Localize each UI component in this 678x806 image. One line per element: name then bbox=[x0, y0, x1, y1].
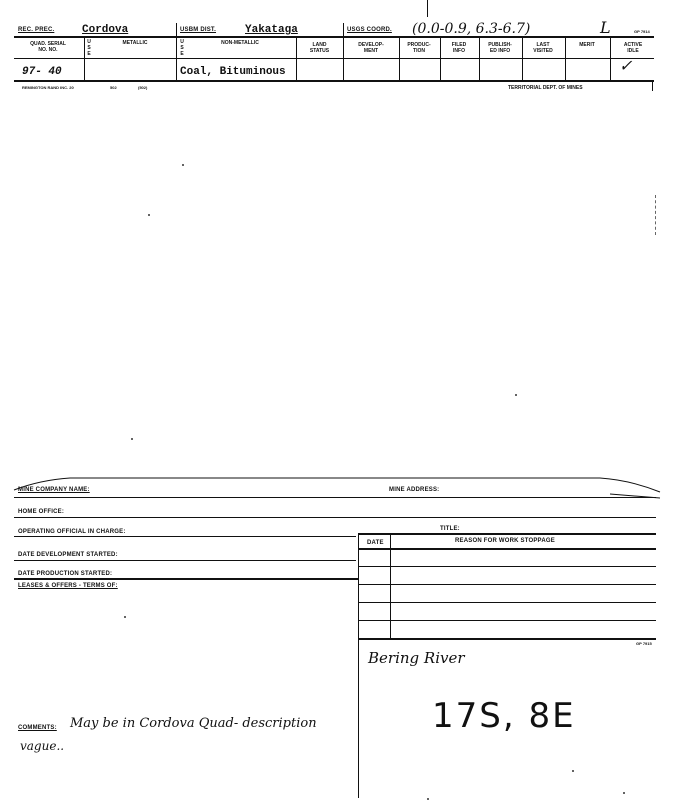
mine-company-label: MINE COMPANY NAME: bbox=[18, 487, 90, 493]
col-active-idle: ACTIVE IDLE bbox=[623, 42, 643, 54]
rule bbox=[14, 536, 356, 537]
rule bbox=[358, 566, 656, 567]
rule bbox=[358, 620, 656, 621]
col-use-metallic: U S E bbox=[87, 39, 91, 57]
divider bbox=[343, 23, 344, 81]
scan-speck bbox=[515, 394, 517, 396]
divider bbox=[176, 23, 177, 81]
rule bbox=[358, 602, 656, 603]
data-row-rule bbox=[14, 80, 654, 82]
column-header-rule bbox=[14, 58, 654, 59]
usgs-coord-value: (0.0-0.9, 6.3-6.7) bbox=[412, 21, 531, 37]
col-development: DEVELOP- MENT bbox=[358, 42, 384, 54]
form-number-bottom: GP 7915 bbox=[636, 641, 652, 646]
scan-speck bbox=[131, 438, 133, 440]
rule bbox=[358, 533, 656, 535]
active-idle-check-mark: ✓ bbox=[619, 56, 633, 75]
date-col-label: DATE bbox=[367, 540, 384, 546]
col-metallic: METALLIC bbox=[122, 40, 148, 46]
rule bbox=[358, 638, 656, 640]
divider bbox=[652, 81, 653, 91]
top-header-rule bbox=[14, 36, 654, 38]
usbm-dist-label: USBM DIST. bbox=[180, 27, 217, 33]
form-number-top: GP 7914 bbox=[634, 29, 650, 34]
date-production-label: DATE PRODUCTION STARTED: bbox=[18, 571, 113, 577]
divider bbox=[610, 37, 611, 81]
township-handwriting: 17S, 8E bbox=[432, 696, 576, 736]
divider bbox=[84, 37, 85, 81]
scan-speck bbox=[182, 164, 184, 166]
non-metallic-value: Coal, Bituminous bbox=[180, 66, 286, 78]
col-quad-serial: QUAD. SERIAL NO. NO. bbox=[30, 41, 66, 53]
dept-line: TERRITORIAL DEPT. OF MINES bbox=[508, 85, 583, 91]
col-merit: MERIT bbox=[579, 42, 595, 48]
scan-speck bbox=[623, 792, 625, 794]
home-office-label: HOME OFFICE: bbox=[18, 509, 65, 515]
col-non-metallic: NON-METALLIC bbox=[221, 40, 259, 46]
edge-mark bbox=[655, 195, 656, 235]
printer-code-paren: (502) bbox=[138, 85, 148, 90]
scan-speck bbox=[148, 214, 150, 216]
rule bbox=[358, 584, 656, 585]
comments-handwriting-continued: vague.. bbox=[20, 739, 65, 753]
scan-speck bbox=[572, 770, 574, 772]
card-top-edge bbox=[0, 470, 678, 500]
leases-label: LEASES & OFFERS - TERMS OF: bbox=[18, 583, 118, 589]
rule bbox=[14, 560, 356, 561]
divider bbox=[358, 533, 359, 798]
scan-speck bbox=[427, 798, 429, 800]
printer-code: 502 bbox=[110, 85, 117, 90]
rule bbox=[14, 578, 358, 580]
scan-speck bbox=[124, 616, 126, 618]
col-use-nonmetallic: U S E bbox=[180, 39, 184, 57]
usgs-coord-label: USGS COORD. bbox=[347, 27, 392, 33]
corner-mark: L bbox=[600, 18, 611, 37]
quad-serial-value: 97- 40 bbox=[22, 66, 62, 78]
mine-address-label: MINE ADDRESS: bbox=[389, 487, 440, 493]
comments-handwriting: May be in Cordova Quad- description bbox=[70, 716, 317, 731]
comments-label: COMMENTS: bbox=[18, 725, 57, 731]
rule bbox=[14, 517, 656, 518]
reason-col-label: REASON FOR WORK STOPPAGE bbox=[455, 538, 555, 544]
col-last-visited: LAST VISITED bbox=[533, 42, 553, 54]
rec-prec-label: REC. PREC. bbox=[18, 27, 55, 33]
title-label: TITLE: bbox=[440, 526, 460, 532]
rule bbox=[14, 497, 656, 498]
col-filed-info: FILED INFO bbox=[451, 42, 467, 54]
usbm-dist-value: Yakataga bbox=[245, 24, 298, 36]
rec-prec-value: Cordova bbox=[82, 24, 129, 36]
printer-line: REMINGTON RAND INC. 20 bbox=[22, 85, 74, 90]
rule bbox=[358, 548, 656, 550]
col-land-status: LAND STATUS bbox=[309, 42, 330, 54]
binder-mark bbox=[427, 0, 428, 17]
operating-official-label: OPERATING OFFICIAL IN CHARGE: bbox=[18, 529, 126, 535]
date-development-label: DATE DEVELOPMENT STARTED: bbox=[18, 552, 118, 558]
col-production: PRODUC- TION bbox=[407, 42, 431, 54]
col-published-info: PUBLISH- ED INFO bbox=[488, 42, 512, 54]
location-handwriting: Bering River bbox=[368, 649, 465, 667]
